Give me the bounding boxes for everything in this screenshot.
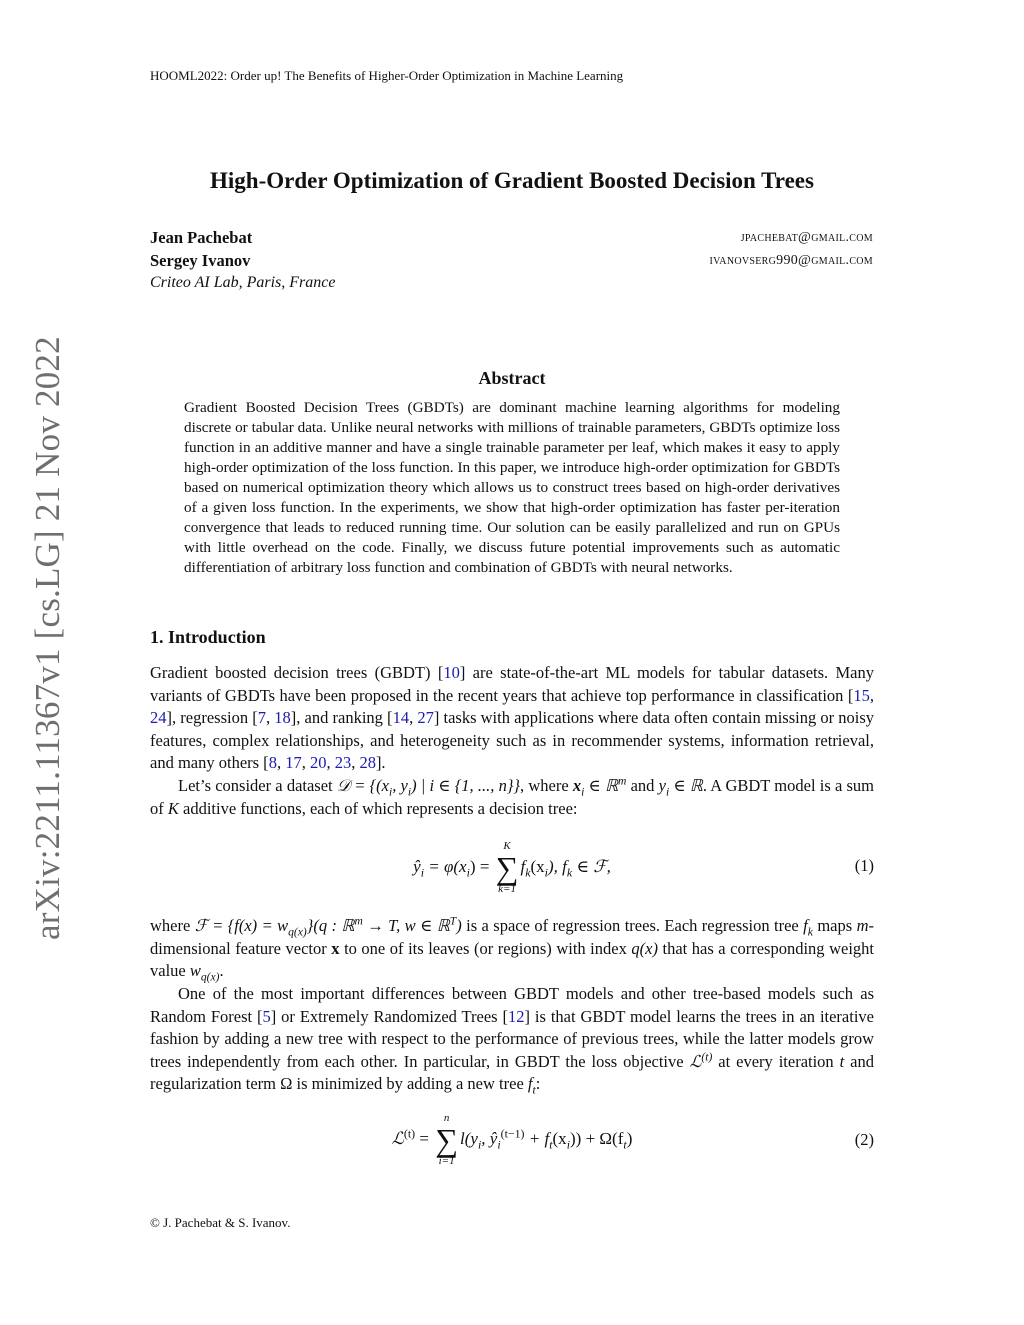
arxiv-sidebar-label: arXiv:2211.11367v1 [cs.LG] 21 Nov 2022 (28, 336, 67, 940)
intro-paragraph-1: Gradient boosted decision trees (GBDT) [10] are state-of-the-art ML models for tabular datasets. Many variants of GBDTs have been proposed in the recent years that achieve top performance in classification [15, 24], regression [7, 18], and ranking [14, 27] tasks with applications where data often contain missing or noisy features, complex relationships, and heterogeneity such as in recommender systems, information retrieval, and many others [8, 17, 20, 23, 28]. (150, 663, 875, 773)
intro-paragraph-3: where ℱ = $\{f(x) = w_{q(x)}\}(q$ : ℝ$^m$ → T, w ∈ ℝ$^T$) is a space of regression trees. Each regression tree $f_k$ maps m-dimensional feature vector x to one of its leaves (or regions) with index q(x) that has a corresponding weight value $w_{q(x)}$. (150, 915, 874, 984)
citation-link[interactable]: 8 (268, 753, 277, 773)
abstract-text: Gradient Boosted Decision Trees (GBDTs) are dominant machine learning algorithms for modeling discrete or tabular data. Unlike neural networks with millions of trainable parameters, GBDTs optimize loss function in an additive manner and have a single trainable parameter per leaf, which makes it easy to apply high-order optimization of the loss function. In this paper, we introduce high-order optimization for GBDTs based on numerical optimization theory which allows us to construct trees based on high-order derivatives of a given loss function. In the experiments, we show that high-order optimization has faster per-iteration convergence that leads to reduced running time. Our solution can be easily parallelized and run on GPUs with little overhead on the code. Finally, we discuss future potential improvements such as automatic differentiation of arbitrary loss function and combination of GBDTs with neural networks. (184, 399, 840, 576)
math-qx: q(x) (631, 938, 658, 958)
paper-title: High-Order Optimization of Gradient Boosted Decision Trees (210, 168, 814, 193)
intro-paragraph-4: One of the most important differences between GBDT models and other tree-based models such as Random Forest [5] or Extremely Randomized Trees [12] is that GBDT model learns the trees in an iterative fashion by adding a new tree with respect to the performance of previous trees, while the latter models grow trees independently from each other. In particular, in GBDT the loss objective ℒ$^{(t)}$ at every iteration t and regularization term Ω is minimized by adding a new tree $f_t$: (150, 984, 875, 1097)
author-name-1: Jean Pachebat (150, 228, 253, 247)
intro-paragraph-2: Let’s consider a dataset 𝒟 = {($x_i$, $y_i$) | i ∈ {1, ..., n}}, where $x_i$ ∈ ℝ$^m$ and $y_i$ ∈ ℝ. A GBDT model is a sum of K additive functions, each of which represents a decision tree: (150, 775, 874, 818)
citation-link[interactable]: 23 (334, 753, 352, 773)
math-k: K (167, 798, 179, 818)
math-x-vector: x (331, 938, 340, 958)
citation-link[interactable]: 15 (853, 685, 870, 705)
equation-2: ℒ$^{(t)}$ = n ∑ i=1 $l(y_i$, $ŷ_i^{(t-1)} + f_t(x_i)) + \Omega(f_t)$ (391, 1112, 633, 1167)
citation-link[interactable]: 14 (392, 708, 410, 728)
citation-link[interactable]: 5 (262, 1006, 271, 1026)
citation-link[interactable]: 27 (417, 708, 434, 728)
math-yi: $y_i$ ∈ ℝ (658, 776, 703, 799)
math-ft: $f_t$ (527, 1074, 536, 1097)
author-email-2[interactable]: ivanovserg990@gmail.com (709, 253, 873, 268)
summation-symbol: n ∑ i=1 (435, 1112, 459, 1167)
math-fk: $f_k$ (803, 916, 813, 939)
citation-link[interactable]: 20 (309, 753, 327, 773)
math-m: m (856, 916, 869, 935)
summation-symbol: K ∑ k=1 (495, 840, 519, 895)
citation-link[interactable]: 18 (274, 708, 291, 728)
math-t: t (839, 1051, 845, 1071)
copyright-footer: © J. Pachebat & S. Ivanov. (150, 1215, 291, 1230)
math-xi: $x_i$ ∈ ℝ$^m$ (572, 775, 627, 799)
affiliation: Criteo AI Lab, Paris, France (150, 274, 336, 291)
math-omega: Ω (280, 1074, 293, 1094)
citation-link[interactable]: 10 (443, 663, 460, 682)
math-loss-t: ℒ$^{(t)}$ (689, 1051, 713, 1071)
citation-link[interactable]: 28 (359, 753, 376, 773)
equation-1-number: (1) (854, 856, 874, 875)
equation-2-number: (2) (854, 1130, 874, 1149)
citation-link[interactable]: 24 (150, 708, 167, 728)
venue-header: HOOML2022: Order up! The Benefits of Higher-Order Optimization in Machine Learning (150, 68, 624, 83)
equation-1: $ŷ_i = \varphi(x_i)$ = K ∑ k=1 $f_k(x_i)$, $f_k$ ∈ ℱ, (413, 840, 611, 895)
math-dataset: 𝒟 = {($x_i$, $y_i$) | i ∈ {1, ..., n}} (336, 776, 521, 799)
author-email-1[interactable]: jpachebat@gmail.com (740, 230, 873, 245)
author-name-2: Sergey Ivanov (150, 251, 251, 270)
citation-link[interactable]: 17 (285, 753, 302, 773)
citation-link[interactable]: 7 (257, 708, 266, 728)
section-heading-introduction: 1. Introduction (150, 627, 266, 647)
abstract-heading: Abstract (478, 368, 546, 388)
math-wqx: $w_{q(x)}$ (189, 961, 220, 984)
math-function-space: ℱ = $\{f(x) = w_{q(x)}\}(q$ : ℝ$^m$ → T, w ∈ ℝ$^T$) (194, 915, 462, 939)
citation-link[interactable]: 12 (508, 1006, 525, 1026)
